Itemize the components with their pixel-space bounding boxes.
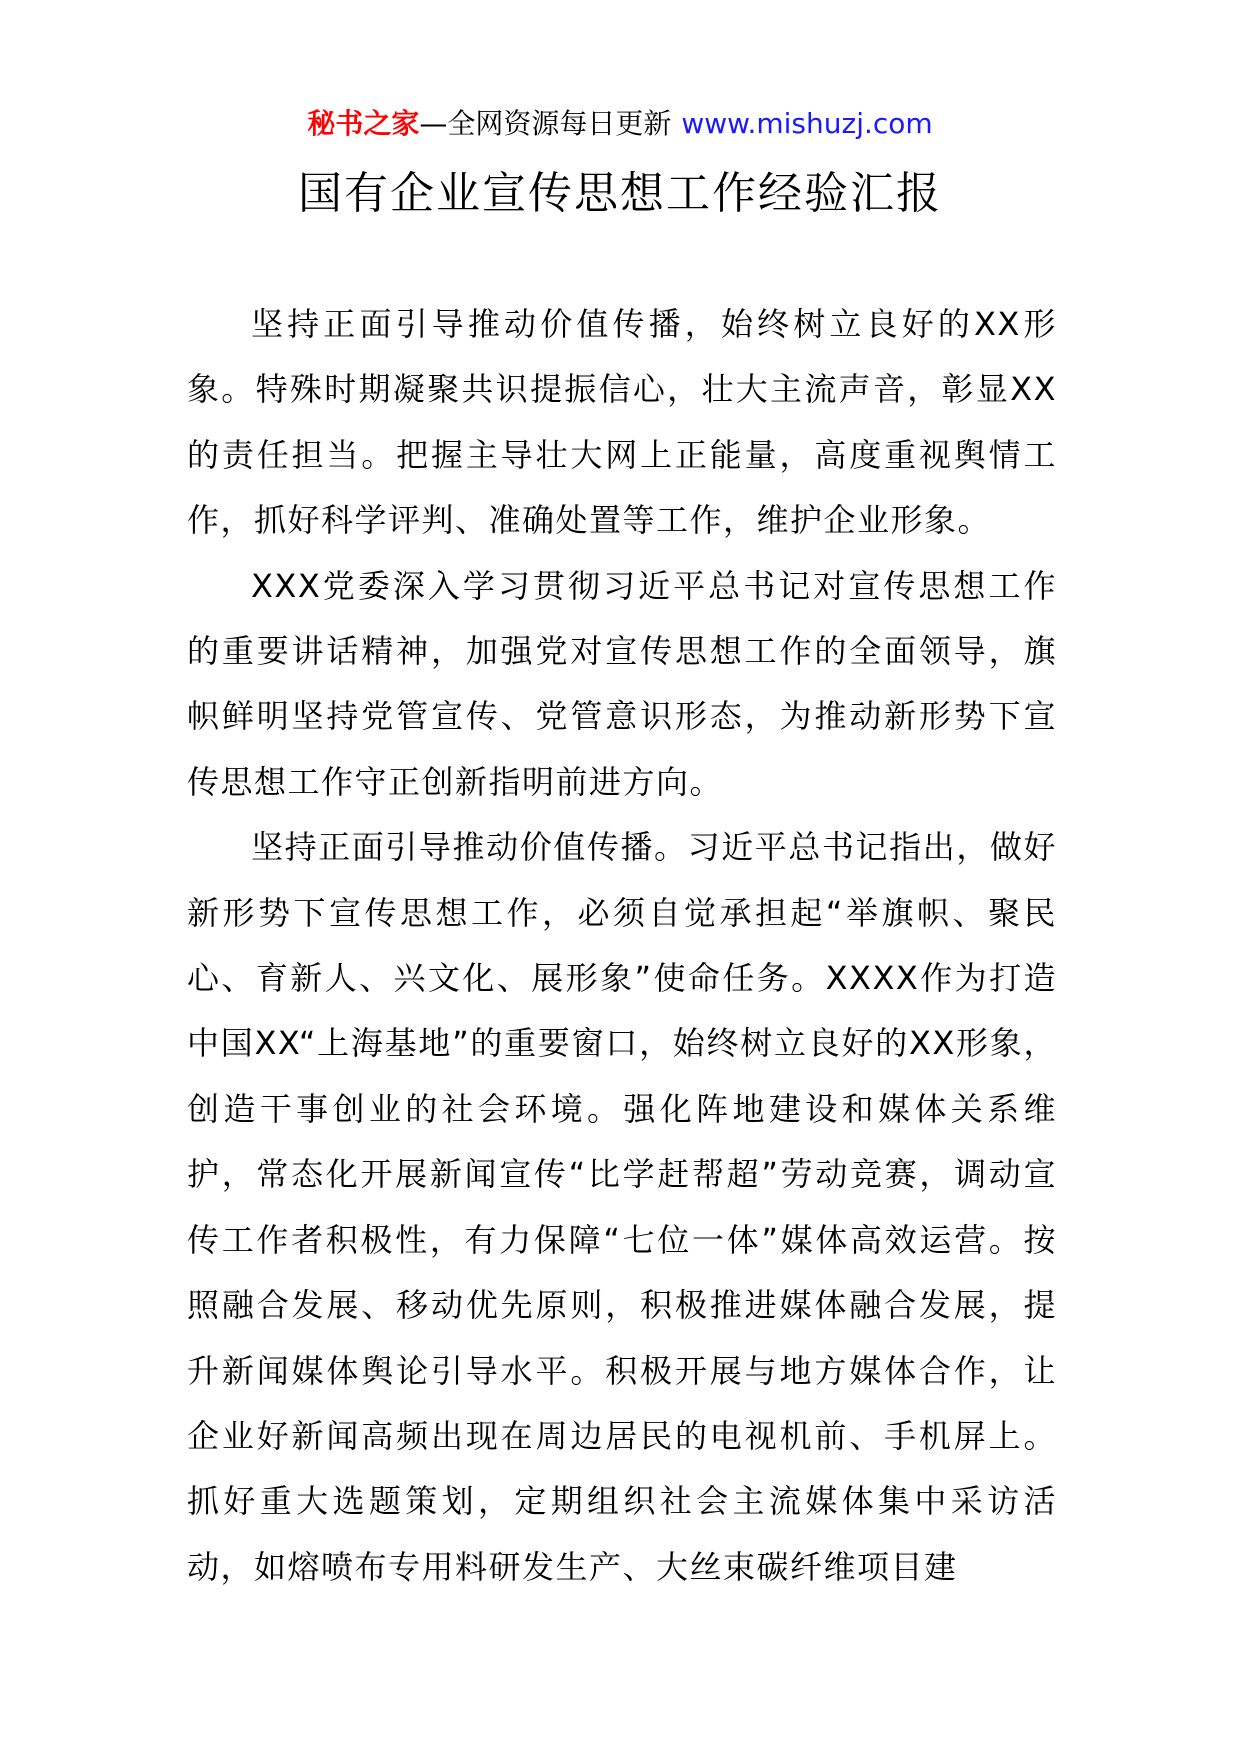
brand-name: 秘书之家	[307, 107, 420, 140]
document-body	[187, 292, 1057, 1600]
paragraph-1: 坚持正面引导推动价值传播，始终树立良好的XX形象。特殊时期凝聚共识提振信心，壮大主流声音，彰显XX的责任担当。把握主导壮大网上正能量，高度重视舆情工作，抓好科学评判、准确处置等工作，维护企业形象。	[187, 305, 1057, 540]
site-header	[0, 104, 1240, 144]
site-url-link[interactable]: www.mishuzj.com	[681, 107, 933, 140]
paragraph-2: XXX党委深入学习贯彻习近平总书记对宣传思想工作的重要讲话精神，加强党对宣传思想工作的全面领导，旗帜鲜明坚持党管宣传、党管意识形态，为推动新形势下宣传思想工作守正创新指明前进方向。	[187, 566, 1057, 801]
paragraph-3: 坚持正面引导推动价值传播。习近平总书记指出，做好新形势下宣传思想工作，必须自觉承担起“举旗帜、聚民心、育新人、兴文化、展形象”使命任务。XXXX作为打造中国XX“上海基地”的重要窗口，始终树立良好的XX形象，创造干事创业的社会环境。强化阵地建设和媒体关系维护，常态化开展新闻宣传“比学赶帮超”劳动竞赛，调动宣传工作者积极性，有力保障“七位一体”媒体高效运营。按照融合发展、移动优先原则，积极推进媒体融合发展，提升新闻媒体舆论引导水平。积极开展与地方媒体合作，让企业好新闻高频出现在周边居民的电视机前、手机屏上。抓好重大选题策划，定期组织社会主流媒体集中采访活动，如熔喷布专用料研发生产、大丝束碳纤维项目建	[187, 828, 1057, 1586]
document-title: 国有企业宣传思想工作经验汇报	[298, 168, 942, 219]
site-slogan: —全网资源每日更新	[419, 107, 672, 140]
